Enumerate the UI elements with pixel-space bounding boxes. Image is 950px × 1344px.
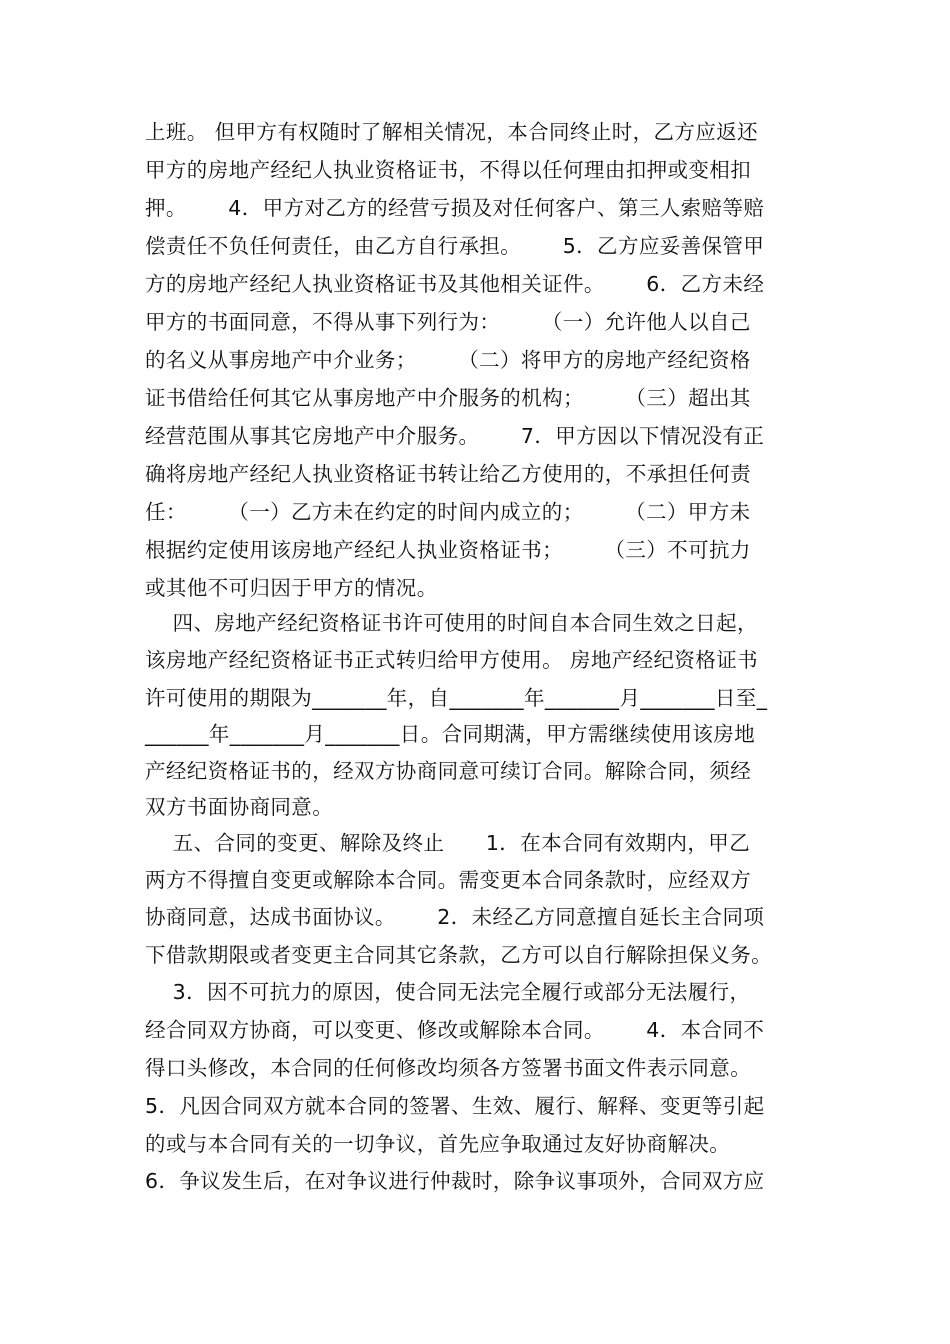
text-line: 押。 4．甲方对乙方的经营亏损及对任何客户、第三人索赔等赔 [145,196,765,220]
text-line: 的或与本合同有关的一切争议，首先应争取通过友好协商解决。 [145,1132,731,1156]
text-line: 产经纪资格证书的，经双方协商同意可续订合同。解除合同，须经 [145,759,752,783]
text-line: 证书借给任何其它从事房地产中介服务的机构； （三）超出其 [145,386,751,410]
text-line: 3．因不可抗力的原因，使合同无法完全履行或部分无法履行， [145,980,751,1004]
text-line: 甲方的房地产经纪人执业资格证书，不得以任何理由扣押或变相扣 [145,158,752,182]
text-line: 该房地产经纪资格证书正式转归给甲方使用。 房地产经纪资格证书 [145,648,759,672]
text-line: 的名义从事房地产中介业务； （二）将甲方的房地产经纪资格 [145,348,751,372]
text-line: 协商同意，达成书面协议。 2．未经乙方同意擅自延长主合同项 [145,905,765,929]
text-line: 五、合同的变更、解除及终止 1．在本合同有效期内，甲乙 [145,831,751,855]
text-line: 确将房地产经纪人执业资格证书转让给乙方使用的，不承担任何责 [145,462,752,486]
text-line: 许可使用的期限为_______年，自_______年_______月_______日至_ [145,686,768,710]
text-line: 或其他不可归因于甲方的情况。 [145,576,438,600]
text-line: 5．凡因合同双方就本合同的签署、生效、履行、解释、变更等引起 [145,1094,765,1118]
text-line: 任： （一）乙方未在约定的时间内成立的； （二）甲方未 [145,500,751,524]
text-line: 下借款期限或者变更主合同其它条款，乙方可以自行解除担保义务。 [145,943,772,967]
text-line: 方的房地产经纪人执业资格证书及其他相关证件。 6．乙方未经 [145,272,765,296]
text-line: 经营范围从事其它房地产中介服务。 7．甲方因以下情况没有正 [145,424,765,448]
text-line: 上班。 但甲方有权随时了解相关情况，本合同终止时，乙方应返还 [145,120,759,144]
text-line: 得口头修改，本合同的任何修改均须各方签署书面文件表示同意。 [145,1056,752,1080]
text-line: 两方不得擅自变更或解除本合同。需变更本合同条款时，应经双方 [145,868,752,892]
text-line: 经合同双方协商，可以变更、修改或解除本合同。 4．本合同不 [145,1018,765,1042]
text-line: 偿责任不负任何责任，由乙方自行承担。 5．乙方应妥善保管甲 [145,234,765,258]
text-line: 四、房地产经纪资格证书许可使用的时间自本合同生效之日起， [145,611,758,635]
text-line: ______年_______月_______日。合同期满，甲方需继续使用该房地 [145,722,756,746]
text-line: 6．争议发生后，在对争议进行仲裁时，除争议事项外，合同双方应 [145,1169,765,1193]
text-line: 根据约定使用该房地产经纪人执业资格证书； （三）不可抗力 [145,538,751,562]
text-line: 甲方的书面同意，不得从事下列行为： （一）允许他人以自己 [145,310,751,334]
text-line: 双方书面协商同意。 [145,795,334,819]
